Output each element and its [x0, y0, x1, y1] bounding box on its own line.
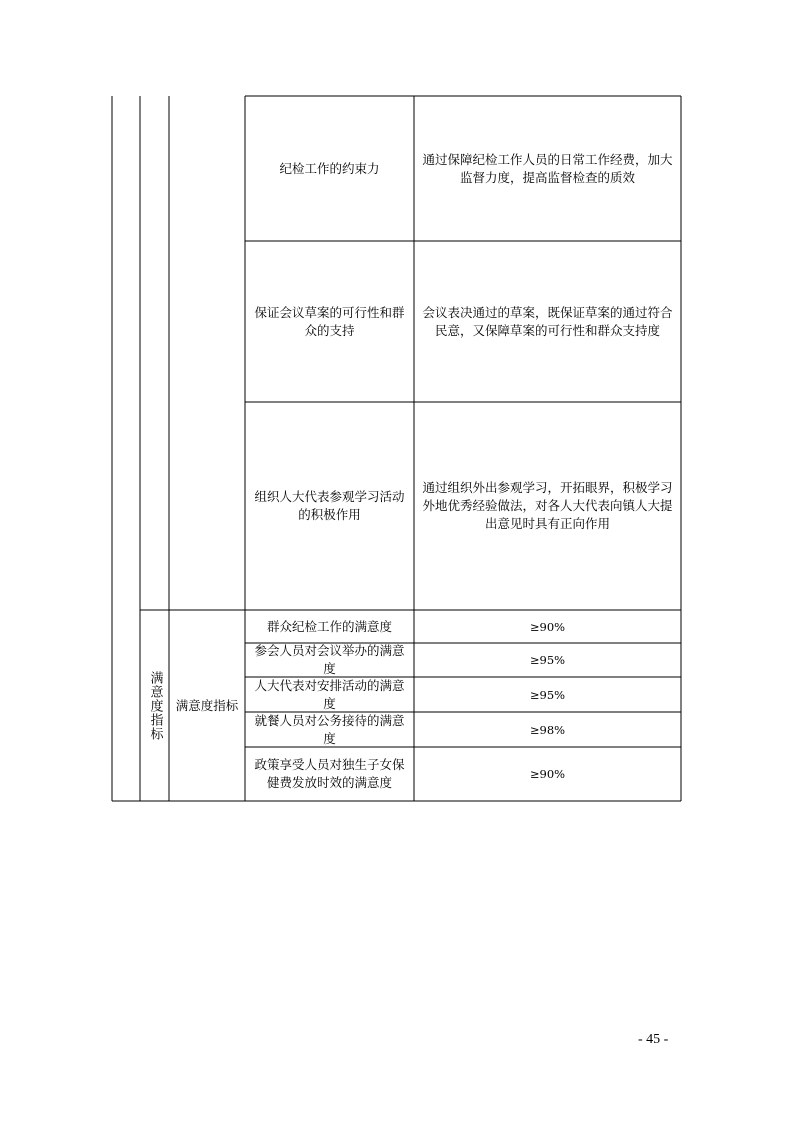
satisfaction-value-cell [414, 712, 681, 747]
satisfaction-value: ≥90% [529, 619, 566, 634]
level2-satisfaction-cell [169, 610, 245, 801]
satisfaction-value-cell [414, 677, 681, 712]
satisfaction-indicator-text: 就餐人员对公务接待的满意度 [254, 712, 405, 746]
satisfaction-indicator-text: 参会人员对会议举办的满意度 [254, 643, 405, 676]
description-text: 通过保障纪检工作人员的日常工作经费，加大监督力度，提高监督检查的质效 [422, 151, 673, 185]
description-cell [414, 402, 681, 610]
satisfaction-value-cell [414, 610, 681, 643]
satisfaction-indicator-cell [245, 712, 414, 747]
indicator-text: 纪检工作的约束力 [279, 160, 380, 176]
satisfaction-indicator-cell [245, 610, 414, 643]
level1-satisfaction-cell [140, 610, 169, 801]
satisfaction-indicator-text: 政策享受人员对独生子女保健费发放时效的满意度 [254, 757, 405, 790]
description-cell [414, 96, 681, 241]
level1-satisfaction-label: 满意度指标 [147, 670, 163, 741]
satisfaction-value: ≥90% [529, 767, 566, 781]
level2-satisfaction-label: 满意度指标 [175, 697, 239, 713]
satisfaction-indicator-text: 人大代表对安排活动的满意度 [254, 677, 405, 711]
satisfaction-value: ≥95% [529, 687, 566, 702]
indicator-cell [245, 241, 414, 402]
satisfaction-indicator-cell [245, 747, 414, 801]
page-number: - 45 - [638, 1032, 669, 1047]
description-cell [414, 241, 681, 402]
satisfaction-value: ≥95% [529, 653, 566, 667]
satisfaction-value-cell [414, 643, 681, 677]
satisfaction-indicator-text: 群众纪检工作的满意度 [266, 618, 392, 634]
satisfaction-indicator-cell [245, 677, 414, 712]
satisfaction-indicator-cell [245, 643, 414, 677]
indicator-cell [245, 96, 414, 241]
indicator-cell [245, 402, 414, 610]
indicator-text: 组织人大代表参观学习活动的积极作用 [254, 489, 405, 522]
indicator-text: 保证会议草案的可行性和群众的支持 [254, 304, 405, 338]
satisfaction-value: ≥98% [529, 722, 566, 737]
satisfaction-value-cell [414, 747, 681, 801]
description-text: 通过组织外出参观学习，开拓眼界，积极学习外地优秀经验做法，对各人大代表向镇人大提出意见时具有正向作用 [422, 480, 673, 531]
description-text: 会议表决通过的草案，既保证草案的通过符合民意，又保障草案的可行性和群众支持度 [422, 304, 673, 338]
